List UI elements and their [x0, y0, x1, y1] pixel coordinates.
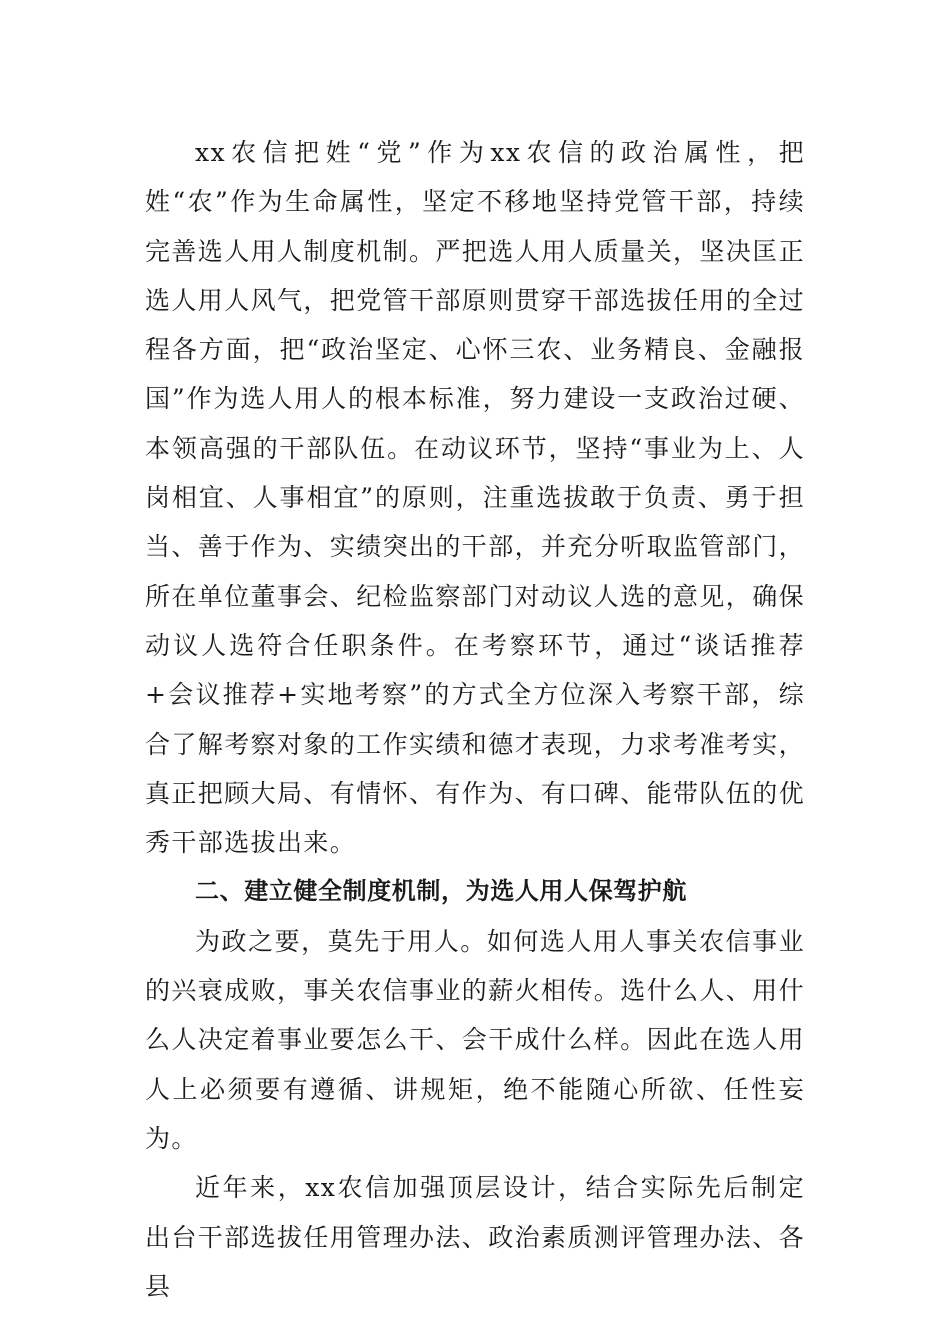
body-paragraph-2: 为政之要，莫先于用人。如何选人用人事关农信事业的兴衰成败，事关农信事业的薪火相传。选什么人、用什么人决定着事业要怎么干、会干成什么样。因此在选人用人上必须要有遵循、讲规矩，绝不能随心所欲、任性妄为。	[145, 926, 806, 1153]
document-page	[145, 128, 805, 1311]
body-paragraph-1: xx农信把姓“党”作为xx农信的政治属性，把姓“农”作为生命属性，坚定不移地坚持党管干部，持续完善选人用人制度机制。严把选人用人质量关，坚决匡正选人用人风气，把党管干部原则贯穿干部选拔任用的全过程各方面，把“政治坚定、心怀三农、业务精良、金融报国”作为选人用人的根本标准，努力建设一支政治过硬、本领高强的干部队伍。在动议环节，坚持“事业为上、人岗相宜、人事相宜”的原则，注重选拔敢于负责、勇于担当、善于作为、实绩突出的干部，并充分听取监管部门，所在单位董事会、纪检监察部门对动议人选的意见，确保动议人选符合任职条件。在考察环节，通过“谈话推荐+会议推荐+实地考察”的方式全方位深入考察干部，综合了解考察对象的工作实绩和德才表现，力求考准考实，真正把顾大局、有情怀、有作为、有口碑、能带队伍的优秀干部选拔出来。	[145, 138, 806, 858]
section-heading-2: 二、建立健全制度机制，为选人用人保驾护航	[195, 877, 687, 906]
body-paragraph-3: 近年来，xx农信加强顶层设计，结合实际先后制定出台干部选拔任用管理办法、政治素质测评管理办法、各县	[145, 1173, 806, 1301]
